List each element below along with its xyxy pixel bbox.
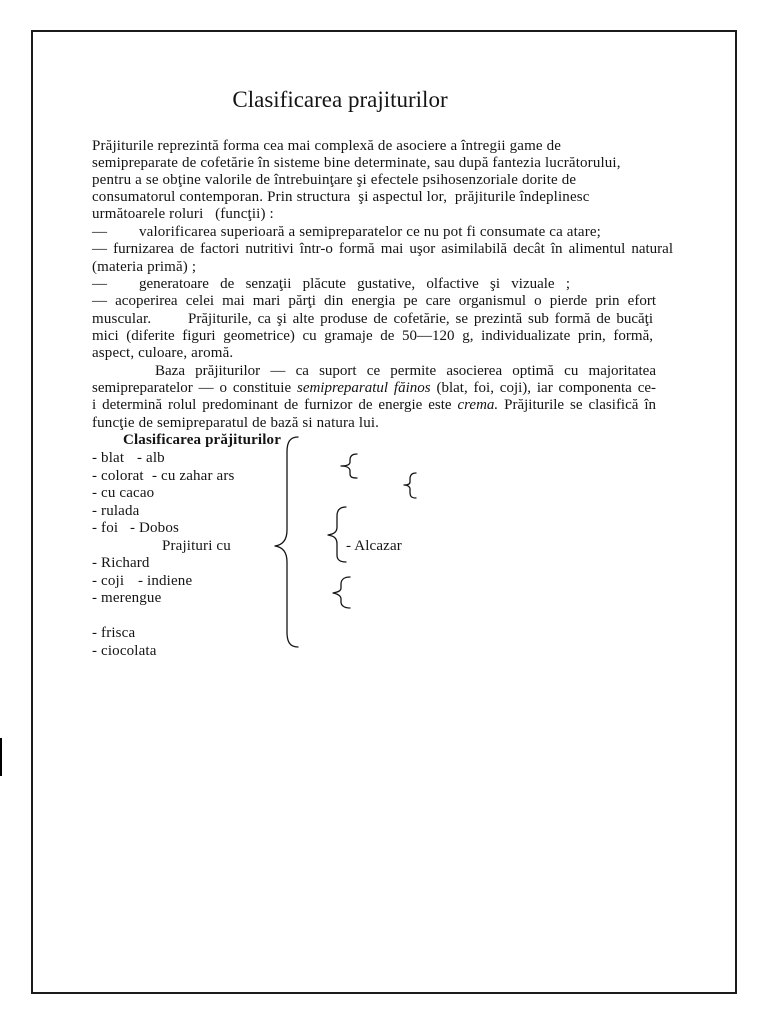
text-line: Prăjiturile, ca şi alte produse de cofetărie, se prezintă sub formă de bucăţi	[188, 311, 653, 327]
text-line: semipreparate de cofetărie în sisteme bine determinate, sau după fantezia lucrătorului,	[92, 155, 621, 171]
role-text: acoperirea celei mai mari părţi din energia pe care organismul o pierde prin efort	[115, 293, 656, 309]
list-item: - rulada	[92, 503, 140, 519]
emphasis-text: semipreparatul făinos	[296, 380, 431, 396]
brace-small	[404, 473, 416, 498]
role-dash: —	[92, 276, 108, 292]
text-line: pentru a se obţine valorile de întrebuinţare şi efectele psihosenzoriale dorite de	[92, 172, 577, 188]
text-line: Baza prăjiturilor — ca suport ce permite asocierea optimă cu majoritatea	[155, 363, 656, 379]
side-label: - Alcazar	[346, 538, 402, 554]
list-item: - coji	[92, 573, 125, 589]
list-item: - colorat	[92, 468, 144, 484]
text-line: următoarele roluri (funcţii) :	[92, 206, 274, 222]
brace-main	[275, 437, 298, 647]
role-dash: —	[92, 241, 107, 257]
role-item: valorificarea superioară a semipreparatelor ce nu pot fi consumate ca atare;	[139, 224, 601, 240]
list-item: - cu cacao	[92, 485, 155, 501]
role-item: generatoare de senzaţii plăcute gustative, olfactive şi vizuale ;	[139, 276, 570, 292]
text-line: consumatorul contemporan. Prin structura şi aspectul lor, prăjiturile îndeplinesc	[92, 189, 590, 205]
page-title: Clasificarea prajiturilor	[232, 87, 448, 112]
list-item: - Richard	[92, 555, 150, 571]
list-item: - merengue	[92, 590, 162, 606]
text-line: mici (diferite figuri geometrice) cu gramaje de 50—120 g, individualizate prin, formă,	[92, 328, 653, 344]
list-subitem: - Dobos	[130, 520, 179, 536]
list-item: - foi	[92, 520, 119, 536]
role-dash: —	[92, 293, 107, 309]
list-item: - blat	[92, 450, 125, 466]
brace-medium	[328, 507, 346, 562]
list-subitem: - indiene	[138, 573, 193, 589]
emphasis-text: crema.	[457, 397, 499, 413]
brace-small	[341, 454, 357, 478]
text-line: Prăjiturile reprezintă forma cea mai complexă de asociere a întregii game de	[92, 138, 562, 154]
text-segment: Prăjiturile se clasifică în	[504, 397, 657, 413]
text-line: aspect, culoare, aromă.	[92, 345, 234, 361]
classification-heading: Clasificarea prăjiturilor	[123, 432, 282, 448]
role-dash: —	[92, 224, 108, 240]
brace-small	[333, 577, 350, 608]
list-subitem: - alb	[137, 450, 165, 466]
text-segment: semipreparatelor — o constituie	[92, 380, 292, 396]
text-segment: (blat, foi, coji), iar componenta ce-	[436, 380, 656, 396]
role-text: furnizarea de factori nutritivi într-o formă mai uşor asimilabilă decât în alimentul natural	[113, 241, 673, 257]
text-line: funcţie de semipreparatul de bază si natura lui.	[92, 415, 380, 431]
text-segment: i determină rolul predominant de furnizor de energie este	[92, 397, 452, 413]
list-item: - frisca	[92, 625, 136, 641]
role-item-continuation: (materia primă) ;	[92, 259, 197, 275]
role-item-continuation: muscular.	[92, 311, 152, 327]
list-item: - ciocolata	[92, 643, 157, 659]
list-subitem: - cu zahar ars	[152, 468, 235, 484]
group-label: Prajituri cu	[162, 538, 231, 554]
